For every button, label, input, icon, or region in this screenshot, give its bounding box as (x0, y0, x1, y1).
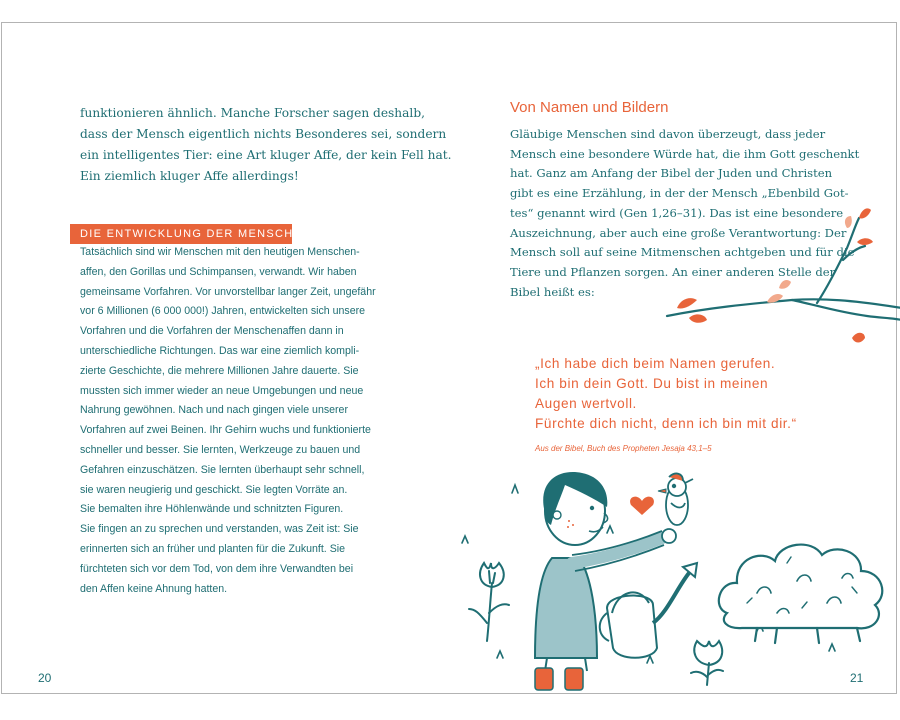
text-line: erinnerten sich an früher und planten für die Zukunft. Sie (80, 542, 346, 555)
text-line: Tatsächlich sind wir Menschen mit den heutigen Menschen- (80, 246, 360, 258)
text-line: Ein ziemlich kluger Affe allerdings! (80, 169, 299, 183)
text-line: Gefahren einzuschätzen. Sie lernten überhaupt sehr schnell, (80, 463, 365, 476)
text-line: vor 6 Millionen (6 000 000!) Jahren, entwickelten sich unsere (80, 305, 366, 318)
text-line: unterschiedliche Richtungen. Das war eine ziemlich kompli- (80, 344, 360, 357)
heart-icon (630, 497, 654, 515)
text-line: Auszeichnung, aber auch eine große Verantwortung: Der (510, 225, 847, 240)
text-line: ein intelligentes Tier: eine Art kluger Affe, der kein Fell hat. (80, 148, 452, 162)
quote-line: Ich bin dein Gott. Du bist in meinen (535, 376, 769, 391)
child-figure (535, 472, 676, 690)
text-line: Nahrung gewöhnen. Nach und nach gingen viele unserer (80, 404, 348, 417)
bird-figure (658, 474, 693, 525)
text-line: schneller und besser. Sie lernten, Werkzeuge zu bauen und (80, 443, 361, 456)
branch-illustration (667, 208, 900, 358)
text-line: sie waren neugierig und geschickt. Sie legten Vorräte an. (80, 483, 348, 496)
text-line: zierte Geschichte, die mehrere Millionen Jahre dauerte. Sie (80, 364, 359, 377)
quote-line: „Ich habe dich beim Namen gerufen. (535, 356, 776, 371)
flower-right (691, 641, 723, 685)
text-line: affen, den Gorillas und Schimpansen, verwandt. Wir haben (80, 265, 357, 278)
text-line: hat. Ganz am Anfang der Bibel der Juden und Christen (510, 166, 833, 181)
text-line: mussten sich immer wieder an neue Umgebungen und neue (80, 384, 364, 397)
text-line: Tiere und Pflanzen sorgen. An einer anderen Stelle der (510, 264, 836, 279)
left-intro-paragraph (80, 103, 452, 187)
text-line: Mensch soll auf seine Mitmenschen achtgeben und für die (510, 245, 855, 260)
watering-can (600, 563, 697, 658)
text-line: gibt es eine Erzählung, in der der Mensch „Ebenbild Got- (510, 186, 849, 201)
quote-line: Fürchte dich nicht, denn ich bin mit dir.“ (535, 416, 797, 431)
text-line: Sie bemalten ihre Höhlenwände und schnitzten Figuren. (80, 503, 344, 516)
text-line: tes“ genannt wird (Gen 1,26–31). Das ist eine besondere (510, 205, 844, 220)
text-line: Bibel heißt es: (510, 284, 595, 299)
quote-source: Aus der Bibel, Buch des Propheten Jesaja 43,1–5 (535, 444, 712, 453)
quote-line: Augen wertvoll. (535, 396, 637, 411)
section-heading-banner: DIE ENTWICKLUNG DER MENSCHHEIT (70, 224, 292, 244)
bush-illustration (719, 545, 882, 643)
page-number-left: 20 (38, 671, 52, 685)
flower-left (469, 563, 509, 641)
text-line: dass der Mensch eigentlich nichts Besonderes sei, sondern (80, 127, 447, 141)
left-body-paragraph (80, 243, 420, 599)
text-line: Gläubige Menschen sind davon überzeugt, dass jeder (510, 127, 826, 141)
garden-illustration (457, 463, 897, 695)
text-line: Vorfahren und die Vorfahren der Menschenaffen dann in (80, 325, 344, 338)
text-line: Sie fingen an zu sprechen und verstanden, was Zeit ist: Sie (80, 523, 359, 536)
text-line: fürchteten sich vor dem Tod, von dem ihre Verwandten bei (80, 562, 354, 575)
text-line: Vorfahren auf zwei Beinen. Ihr Gehirn wuchs und funktionierte (80, 424, 371, 437)
section-title: Von Namen und Bildern (510, 99, 669, 116)
text-line: den Affen keine Ahnung hatten. (80, 582, 228, 595)
text-line: gemeinsame Vorfahren. Vor unvorstellbar langer Zeit, ungefähr (80, 285, 376, 298)
text-line: funktionieren ähnlich. Manche Forscher sagen deshalb, (80, 106, 425, 120)
book-spread (1, 22, 897, 694)
text-line: Mensch eine besondere Würde hat, die ihm Gott geschenkt (510, 146, 860, 161)
bible-quote (535, 354, 855, 434)
page-number-right: 21 (850, 671, 864, 685)
